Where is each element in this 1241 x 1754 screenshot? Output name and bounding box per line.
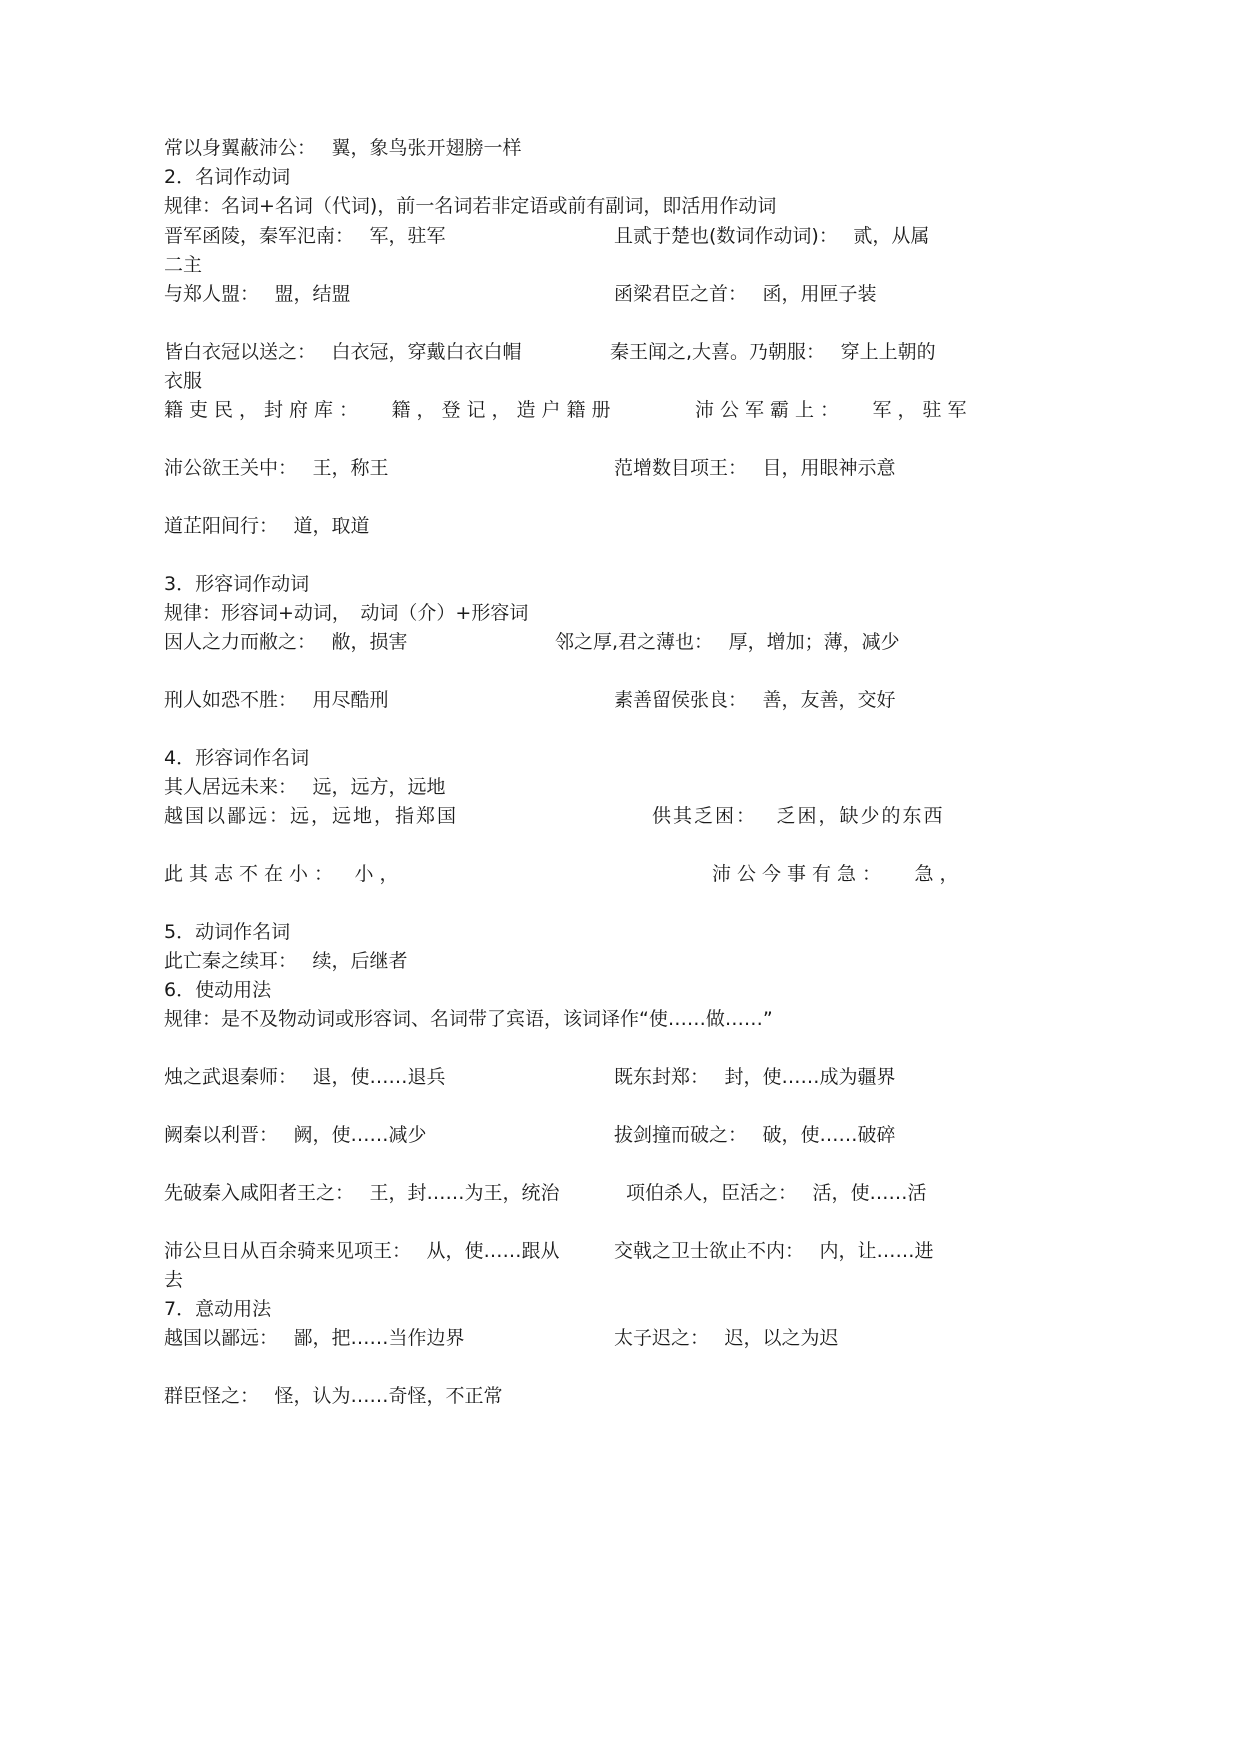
example-wrap: 衣服 bbox=[164, 370, 203, 392]
example-right: 且贰于楚也(数词作动词)： 贰，从属 bbox=[614, 225, 930, 247]
example-left: 刑人如恐不胜： 用尽酷刑 bbox=[164, 689, 389, 711]
example-left: 与郑人盟： 盟，结盟 bbox=[164, 283, 351, 305]
section-heading: 5．动词作名词 bbox=[164, 921, 291, 943]
example-left: 先破秦入咸阳者王之： 王，封……为王，统治 bbox=[164, 1182, 560, 1204]
example-right: 太子迟之： 迟，以之为迟 bbox=[614, 1327, 839, 1349]
example-left: 群臣怪之： 怪，认为……奇怪，不正常 bbox=[164, 1385, 503, 1407]
text-line: 常以身翼蔽沛公： 翼，象鸟张开翅膀一样 bbox=[164, 137, 522, 159]
example-left: 其人居远未来： 远，远方，远地 bbox=[164, 776, 446, 798]
example-left: 晋军函陵，秦军氾南： 军，驻军 bbox=[164, 225, 446, 247]
example-right: 秦王闻之,大喜。乃朝服： 穿上上朝的 bbox=[610, 341, 936, 363]
example-right: 沛公军霸上： 军，驻军 bbox=[695, 399, 973, 421]
example-wrap: 去 bbox=[164, 1269, 184, 1291]
section-heading: 6．使动用法 bbox=[164, 979, 272, 1001]
example-left: 沛公旦日从百余骑来见项王： 从，使……跟从 bbox=[164, 1240, 560, 1262]
example-right: 沛公今事有急： 急， bbox=[712, 863, 965, 885]
example-right: 范增数目项王： 目，用眼神示意 bbox=[614, 457, 896, 479]
example-left: 籍吏民，封府库： 籍，登记，造户籍册 bbox=[164, 399, 617, 421]
rule-line: 规律：名词+名词（代词)，前一名词若非定语或前有副词，即活用作动词 bbox=[164, 195, 777, 217]
example-right: 项伯杀人，臣活之： 活，使……活 bbox=[626, 1182, 927, 1204]
section-heading: 2．名词作动词 bbox=[164, 166, 291, 188]
example-left: 越国以鄙远：远，远地，指郑国 bbox=[164, 805, 459, 827]
example-right: 交戟之卫士欲止不内： 内，让……进 bbox=[614, 1240, 934, 1262]
example-left: 皆白衣冠以送之： 白衣冠，穿戴白衣白帽 bbox=[164, 341, 522, 363]
example-left: 因人之力而敝之： 敝，损害 bbox=[164, 631, 408, 653]
example-right: 邻之厚,君之薄也： 厚，增加；薄，减少 bbox=[555, 631, 900, 653]
example-left: 阙秦以利晋： 阙，使……减少 bbox=[164, 1124, 427, 1146]
example-left: 烛之武退秦师： 退，使……退兵 bbox=[164, 1066, 446, 1088]
example-right: 供其乏困： 乏困，缺少的东西 bbox=[652, 805, 945, 827]
section-heading: 4．形容词作名词 bbox=[164, 747, 310, 769]
example-wrap: 二主 bbox=[164, 254, 203, 276]
example-left: 道芷阳间行： 道，取道 bbox=[164, 515, 370, 537]
example-right: 拔剑撞而破之： 破，使……破碎 bbox=[614, 1124, 896, 1146]
rule-line: 规律：是不及物动词或形容词、名词带了宾语，该词译作“使……做……” bbox=[164, 1008, 773, 1030]
section-heading: 3．形容词作动词 bbox=[164, 573, 310, 595]
example-left: 越国以鄙远： 鄙，把……当作边界 bbox=[164, 1327, 465, 1349]
example-right: 素善留侯张良： 善，友善，交好 bbox=[614, 689, 896, 711]
example-right: 既东封郑： 封，使……成为疆界 bbox=[614, 1066, 896, 1088]
section-heading: 7．意动用法 bbox=[164, 1298, 272, 1320]
example-left: 此其志不在小： 小， bbox=[164, 863, 405, 885]
example-right: 函梁君臣之首： 函，用匣子装 bbox=[614, 283, 877, 305]
rule-line: 规律：形容词+动词， 动词（介）+形容词 bbox=[164, 602, 529, 624]
example-left: 沛公欲王关中： 王，称王 bbox=[164, 457, 389, 479]
example-left: 此亡秦之续耳： 续，后继者 bbox=[164, 950, 408, 972]
